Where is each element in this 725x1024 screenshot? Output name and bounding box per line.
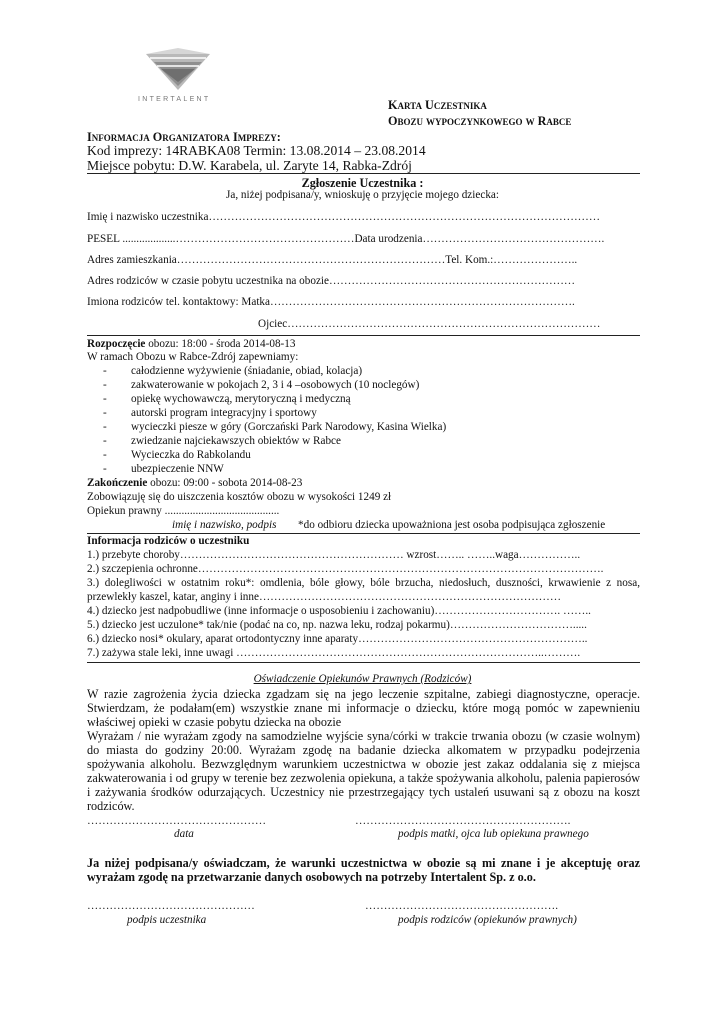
- list-item: - Wycieczka do Rabkolandu: [103, 449, 251, 461]
- camp-end-details: obozu: 09:00 - sobota 2014-08-23: [147, 477, 303, 489]
- diamond-logo-icon: [128, 46, 228, 94]
- divider: [87, 335, 640, 336]
- logo-wordmark: INTERTALENT: [138, 96, 211, 103]
- payment-commitment: Zobowiązuję się do uiszczenia kosztów obozu w wysokości 1249 zł: [87, 491, 392, 503]
- acceptance-statement: Ja niżej podpisana/y oświadczam, że warunki uczestnictwa w obozie są mi znane i je akceptuję oraz wyrażam zgodę na przetwarzanie danych osobowych na potrzeby Intertalent Sp. z o.o.: [87, 856, 640, 884]
- declaration-treatment-consent: W razie zagrożenia życia dziecka zgadzam się na jego leczenie szpitalne, zabiegi diagnostyczne, operacje. Stwierdzam, że podałam(em) wszystkie znane mi informacje o dziecku, które mogą pomóc w zapewnieniu właściwej opieki w czasie pobytu dziecka na obozie: [87, 687, 640, 729]
- intertalent-logo: [128, 46, 228, 108]
- parents-signature-line[interactable]: …………………………………………….: [365, 900, 558, 912]
- date-caption: data: [174, 828, 194, 840]
- declaration-exit-consent: Wyrażam / nie wyrażam zgody na samodzielne wyjście syna/córki w trakcie trwania obozu (w czasie wolnym) do miasta do godziny 20:00. Wyrażam zgodę na badanie dziecka alkomatem w przypadku podejrzenia spożywania alkoholu. Bezwzględnym warunkiem uczestnictwa w obozie jest zakaz oddalania się z miejsca zakwaterowania i od grupy w terenie bez zezwolenia opiekuna, a także spożywania alkoholu, palenia papierosów i zażywania środków odurzających. Uczestnicy nie przestrzegający tych ustaleń usuwani są z obozu na koszt rodziców.: [87, 729, 640, 813]
- registration-heading: Zgłoszenie Uczestnika :: [301, 176, 424, 190]
- health-heading: Informacja rodziców o uczestniku: [87, 535, 250, 547]
- organizer-location: Miejsce pobytu: D.W. Karabela, ul. Zaryte 14, Rabka-Zdrój: [87, 158, 412, 173]
- parents-signature-caption: podpis rodziców (opiekunów prawnych): [398, 914, 577, 926]
- camp-end: [87, 477, 302, 490]
- health-glasses-field[interactable]: 6.) dziecko nosi* okulary, aparat ortodontyczny inne aparaty……………………………………………………..: [87, 633, 588, 645]
- participant-signature-caption: podpis uczestnika: [127, 914, 207, 926]
- camp-start-details: obozu: 18:00 - środa 2014-08-13: [145, 338, 296, 350]
- list-item: - całodzienne wyżywienie (śniadanie, obiad, kolacja): [103, 365, 363, 377]
- parents-father-field[interactable]: Ojciec…………………………………………………………………………: [258, 318, 601, 330]
- camp-end-label: Zakończenie: [87, 477, 148, 489]
- guardian-pickup-note: *do odbioru dziecka upoważniona jest osoba podpisująca zgłoszenie: [298, 519, 606, 531]
- pesel-birthdate-field[interactable]: PESEL ...................…………………………………………Data urodzenia………………………………………….: [87, 233, 605, 245]
- camp-start: [87, 338, 295, 351]
- parent-signature-line[interactable]: ………………………………………………….: [355, 815, 571, 827]
- camp-provides-intro: W ramach Obozu w Rabce-Zdrój zapewniamy:: [87, 351, 299, 363]
- guardian-caption: imię i nazwisko, podpis: [172, 519, 277, 531]
- participant-signature-line[interactable]: ………………………………………: [87, 900, 255, 912]
- health-vaccinations-field[interactable]: 2.) szczepienia ochronne……………………………………………………………………………………………….: [87, 563, 604, 575]
- health-allergies-field[interactable]: 5.) dziecko jest uczulone* tak/nie (podać na co, np. nazwa leku, rodzaj pokarmu)…………………………….....: [87, 619, 587, 631]
- participant-name-field[interactable]: Imię i nazwisko uczestnika……………………………………………………………………………………………: [87, 211, 601, 223]
- list-item: - zwiedzanie najciekawszych obiektów w Rabce: [103, 435, 341, 447]
- health-ailments-field[interactable]: 3.) dolegliwości w ostatnim roku*: omdlenia, bóle głowy, bóle brzucha, niedosłuch, duszności, krwawienie z nosa, przewlekły kaszel, katar, anginy i inne………………………………………………………………………: [87, 577, 640, 603]
- parents-mother-field[interactable]: Imiona rodziców tel. kontaktowy: Matka……………………………………………………………………….: [87, 296, 575, 308]
- divider: [87, 662, 640, 663]
- parent-signature-caption: podpis matki, ojca lub opiekuna prawnego: [398, 828, 589, 840]
- list-item: - ubezpieczenie NNW: [103, 463, 224, 475]
- organizer-heading: Informacja Organizatora Imprezy:: [87, 130, 281, 144]
- organizer-event-code: Kod imprezy: 14RABKA08 Termin: 13.08.2014 – 23.08.2014: [87, 143, 426, 158]
- divider: [87, 173, 640, 174]
- list-item: - zakwaterowanie w pokojach 2, 3 i 4 –osobowych (10 noclegów): [103, 379, 420, 391]
- list-item: - opiekę wychowawczą, merytoryczną i medyczną: [103, 393, 351, 405]
- divider: [87, 533, 640, 534]
- camp-start-label: Rozpoczęcie: [87, 338, 146, 350]
- registration-intro: Ja, niżej podpisana/y, wnioskuję o przyjęcie mojego dziecka:: [226, 189, 499, 201]
- parents-address-field[interactable]: Adres rodziców w czasie pobytu uczestnika na obozie…………………………………………………………: [87, 275, 576, 287]
- card-title: Karta Uczestnika: [388, 98, 487, 112]
- home-address-phone-field[interactable]: Adres zamieszkania………………………………………………………………Tel. Kom.:…………………..: [87, 254, 578, 266]
- health-medications-field[interactable]: 7.) zażywa stale leki, inne uwagi ………………………………………………………………………..……….: [87, 647, 581, 659]
- legal-guardian-field[interactable]: Opiekun prawny .........................................: [87, 505, 280, 517]
- declaration-heading: Oświadczenie Opiekunów Prawnych (Rodziców): [253, 673, 472, 685]
- date-signature-line[interactable]: …………………………………………: [87, 815, 266, 827]
- list-item: - autorski program integracyjny i sportowy: [103, 407, 317, 419]
- health-behaviour-field[interactable]: 4.) dziecko jest nadpobudliwe (inne informacje o usposobieniu i zachowaniu)……………………………. ……..: [87, 605, 591, 617]
- health-illnesses-field[interactable]: 1.) przebyte choroby…………………………………………………… wzrost…….. ……..waga……………..: [87, 549, 581, 561]
- list-item: - wycieczki piesze w góry (Gorczański Park Narodowy, Kasina Wielka): [103, 421, 447, 433]
- card-subtitle: Obozu wypoczynkowego w Rabce: [388, 114, 572, 128]
